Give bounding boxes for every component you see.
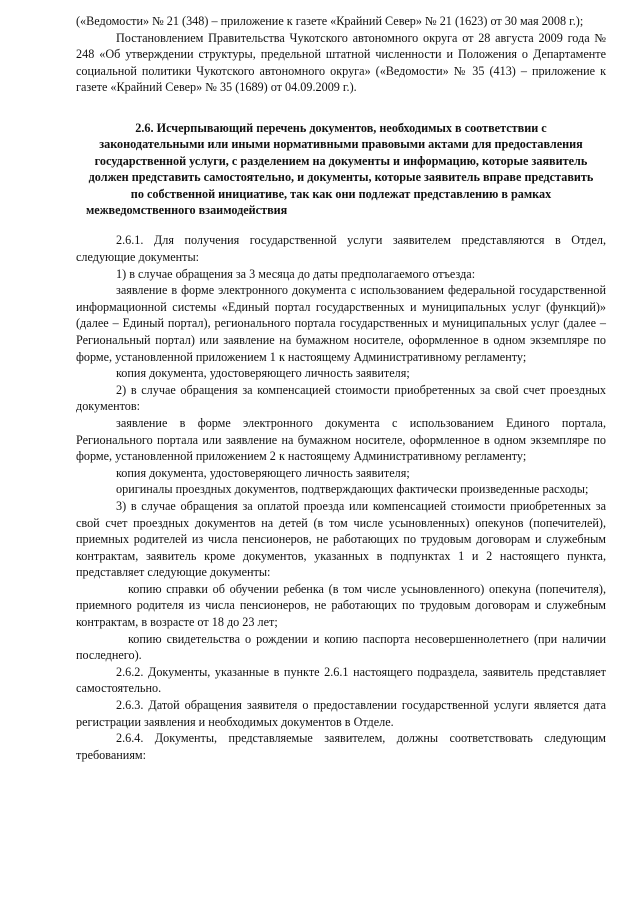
paragraph-2-6-3: 2.6.3. Датой обращения заявителя о предоставлении государственной услуги является дата регистрации заявления и необходимых документов в Отделе.: [76, 698, 606, 729]
paragraph-vedomosti-21: («Ведомости» № 21 (348) – приложение к газете «Крайний Север» № 21 (1623) от 30 мая 2008 г.);: [76, 14, 584, 28]
section-heading-2-6: 2.6. Исчерпывающий перечень документов, необходимых в соответствии с законодательными или иными нормативными правовыми актами для предоставления государственной услуги, с разделением на документы и информацию, которые заявитель должен представить самостоятельно, и документы, которые заявитель вправе представить по собственной инициативе, так как они подлежат представлению в рамках межведомственного взаимодействия: [86, 120, 594, 217]
paragraph-application-form-1: заявление в форме электронного документа с использованием федеральной государственной информационной системы «Единый портал государственных и муниципальных услуг (функций)» (далее – Единый портал), регионального портала государственных и муниципальных услуг (далее – Региональный портал) или заявление на бумажном носителе, оформленное в одном экземпляре по форме, установленной приложением 1 к настоящему Административному регламенту;: [76, 283, 606, 364]
paragraph-2-6-2: 2.6.2. Документы, указанные в пункте 2.6.1 настоящего подраздела, заявитель представляет самостоятельно.: [76, 664, 606, 696]
paragraph-birth-certificate: копию свидетельства о рождении и копию паспорта несовершеннолетнего (при наличии последнего).: [76, 631, 606, 663]
list-item-2: 2) в случае обращения за компенсацией стоимости приобретенных за свой счет проездных документов:: [76, 382, 606, 414]
paragraph-2-6-1: 2.6.1. Для получения государственной услуги заявителем представляются в Отдел, следующие документы:: [76, 233, 606, 264]
paragraph-identity-copy-2: копия документа, удостоверяющего личность заявителя;: [116, 465, 410, 480]
paragraph-identity-copy-1: копия документа, удостоверяющего личность заявителя;: [116, 366, 410, 381]
paragraph-postanovlenie-248: Постановлением Правительства Чукотского автономного округа от 28 августа 2009 года № 248 «Об утверждении структуры, предельной штатной численности и Положения о Департаменте социальной политики Чукотского автономного округа» («Ведомости» № 35 (413) – приложение к газете «Крайний Север» № 35 (1689) от 04.09.2009 г.).: [76, 30, 606, 95]
paragraph-2-6-4: 2.6.4. Документы, представляемые заявителем, должны соответствовать следующим требованиям:: [76, 731, 606, 762]
paragraph-travel-originals: оригиналы проездных документов, подтверждающих фактически произведенные расходы;: [116, 482, 589, 497]
paragraph-application-form-2: заявление в форме электронного документа с использованием Единого портала, Регионального портала или заявление на бумажном носителе, оформленное в одном экземпляре по форме, установленной приложением 2 к настоящему Административному регламенту;: [76, 415, 606, 464]
list-item-1: 1) в случае обращения за 3 месяца до даты предполагаемого отъезда:: [116, 266, 476, 281]
paragraph-study-certificate: копию справки об обучении ребенка (в том числе усыновленного) опекуна (попечителя), приемного родителя из числа пенсионеров, не работающих по трудовым договорам и служебным контрактам, в возрасте от 18 до 23 лет;: [76, 581, 606, 630]
list-item-3: 3) в случае обращения за оплатой проезда или компенсацией стоимости приобретенных за свой счет проездных документов на детей (в том числе усыновленных) опекунов (попечителей), приемных родителей из числа пенсионеров, не работающих по трудовым договорам и служебным контрактам, заявитель кроме документов, указанных в подпунктах 1 и 2 настоящего пункта, представляет следующие документы:: [76, 498, 606, 580]
